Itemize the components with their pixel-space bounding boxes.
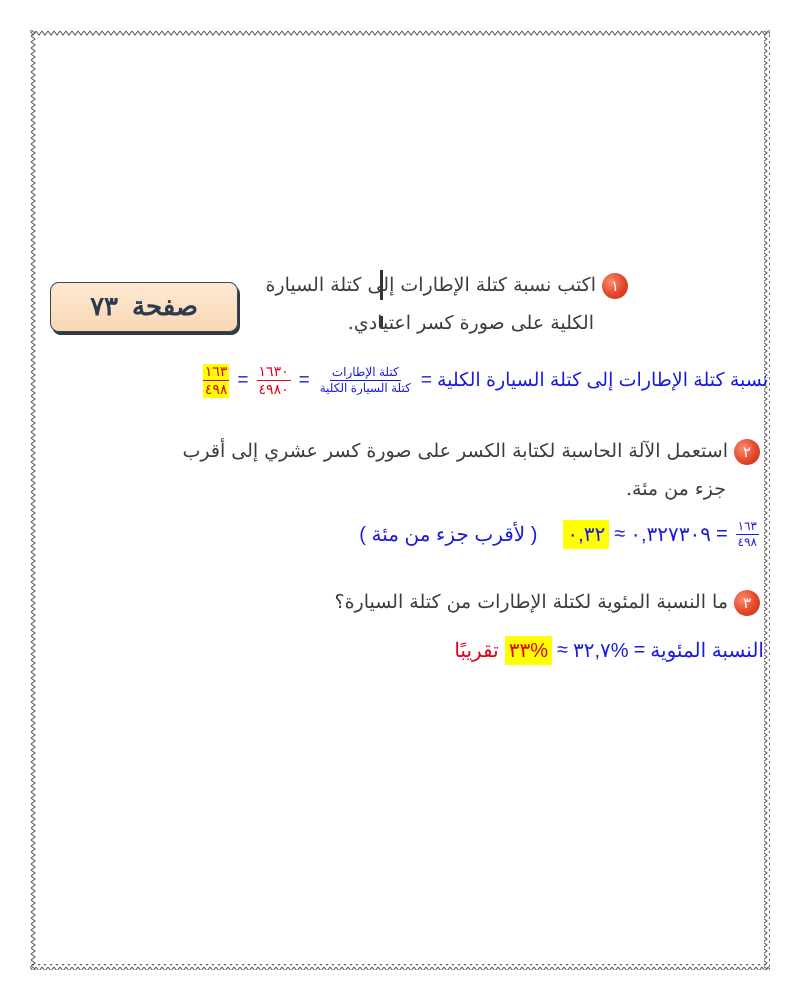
fraction-values xyxy=(257,364,291,398)
rounding-note: ( لأقرب جزء من مئة ) xyxy=(359,524,538,547)
question-1-line-2: الكلية على صورة كسر اعتيادي. xyxy=(347,312,594,334)
fraction-mass-ratio xyxy=(318,366,413,395)
fraction-simplified xyxy=(203,364,230,398)
question-3 xyxy=(80,583,760,621)
question-2 xyxy=(80,432,760,508)
question-1 xyxy=(228,266,628,342)
rounded-decimal: ٠,٣٢ xyxy=(563,520,609,549)
answer-3-lead: النسبة المئوية xyxy=(650,640,764,662)
approx-sign: ≈ xyxy=(557,639,568,661)
fraction-denominator: كتلة السيارة الكلية xyxy=(319,381,411,396)
question-1-line-1: ١اكتب نسبة كتلة الإطارات إلى كتلة السيارة xyxy=(228,266,628,304)
fraction-numerator: ١٦٣٠ xyxy=(257,364,291,381)
question-number-icon: ١ xyxy=(602,273,628,299)
fraction-denominator: ٤٩٨ xyxy=(204,381,228,398)
page-number-badge xyxy=(50,282,238,332)
fraction-numerator: كتلة الإطارات xyxy=(330,366,401,381)
fraction-denominator: ٤٩٨ xyxy=(737,535,757,550)
equals-sign: = xyxy=(715,523,728,546)
equals-sign: = xyxy=(237,369,249,391)
answer-1-lead: نسبة كتلة الإطارات إلى كتلة السيارة الكلية xyxy=(436,370,768,392)
fraction-numerator: ١٦٣ xyxy=(203,364,230,381)
fraction-denominator: ٤٩٨٠ xyxy=(258,381,289,398)
question-2-line-2: جزء من مئة. xyxy=(625,478,726,500)
question-number-icon: ٢ xyxy=(734,439,760,465)
answer-1 xyxy=(200,364,768,398)
answer-2 xyxy=(359,520,762,549)
approximately-label: تقريبًا xyxy=(454,640,499,662)
equals-sign: = xyxy=(633,639,646,661)
approx-sign: ≈ xyxy=(614,523,626,546)
question-number-icon: ٣ xyxy=(734,590,760,616)
equals-sign: = xyxy=(420,369,432,391)
page-badge-number: ٧٣ xyxy=(90,292,118,322)
page-badge-word: صفحة xyxy=(132,292,198,322)
percent-exact: %٣٢,٧ xyxy=(573,640,629,662)
percent-rounded: %٣٣ xyxy=(505,636,552,665)
fraction-numerator: ١٦٣ xyxy=(736,520,759,535)
question-3-line-1: ٣ما النسبة المئوية لكتلة الإطارات من كتلة السيارة؟ xyxy=(80,583,760,621)
fraction-original xyxy=(736,520,759,549)
question-2-line-1: ٢استعمل الآلة الحاسبة لكتابة الكسر على صورة كسر عشري إلى أقرب xyxy=(80,432,760,470)
answer-3 xyxy=(454,636,764,665)
equals-sign: = xyxy=(298,369,310,391)
decimal-value: ٠,٣٢٧٣٠٩ xyxy=(630,524,711,547)
